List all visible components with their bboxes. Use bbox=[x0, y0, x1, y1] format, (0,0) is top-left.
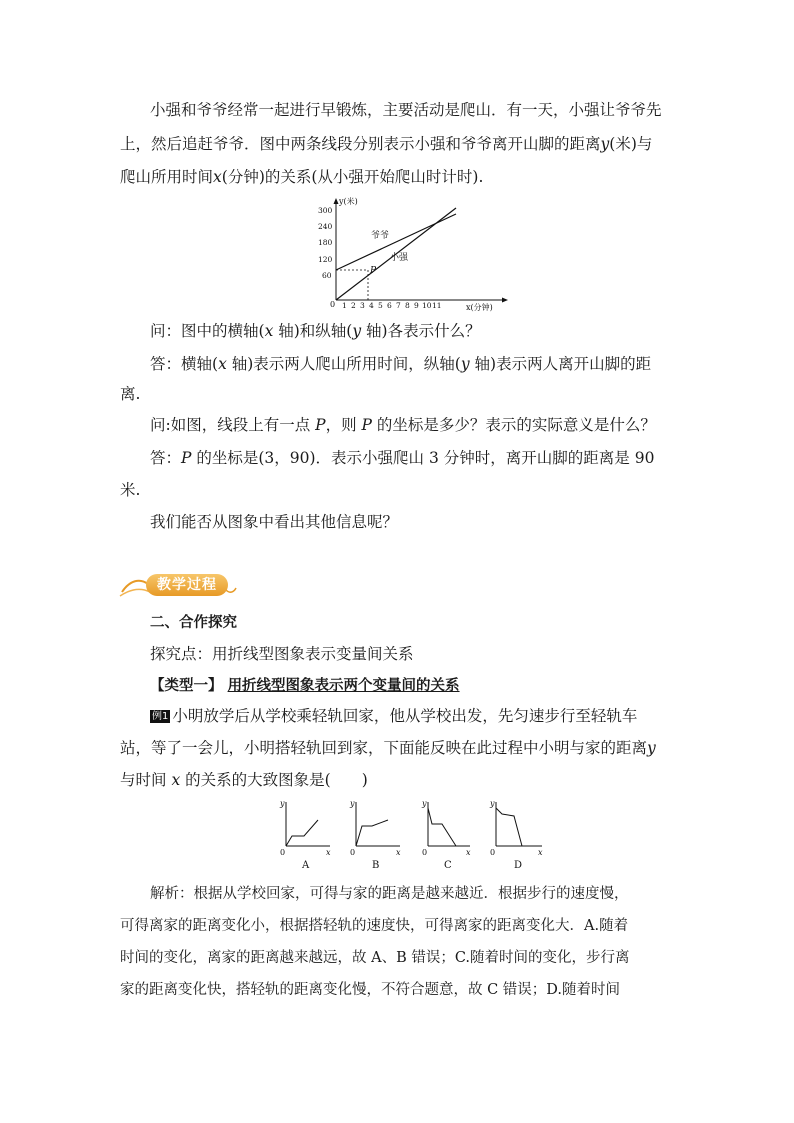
point-p: P bbox=[181, 449, 192, 467]
x-tick-label: 6 bbox=[387, 301, 392, 310]
q1-text-a: 问：图中的横轴( bbox=[150, 322, 265, 340]
a2-text-line2: 米. bbox=[120, 481, 141, 499]
option-d-graph bbox=[489, 799, 543, 870]
answer-1 bbox=[150, 354, 706, 374]
option-b-x-label: x bbox=[396, 848, 401, 857]
type-prefix: 【类型一】 bbox=[150, 678, 223, 694]
origin-label: 0 bbox=[330, 300, 336, 309]
x-tick-label: 1 bbox=[342, 301, 347, 310]
option-c-origin: 0 bbox=[422, 848, 428, 857]
example-1-line-2 bbox=[120, 738, 676, 758]
example-text-2: 站，等了一会儿，小明搭轻轨回到家，下面能反映在此过程中小明与家的距离 bbox=[120, 739, 648, 757]
option-d-origin: 0 bbox=[490, 848, 496, 857]
x-tick-label: 7 bbox=[396, 301, 401, 310]
answer-option-graphs bbox=[270, 798, 560, 870]
intro-line-3 bbox=[120, 167, 676, 187]
intro-text-2b: (米)与 bbox=[609, 135, 653, 153]
option-c-y-label: y bbox=[422, 799, 427, 808]
x-tick-label: 8 bbox=[405, 301, 410, 310]
x-tick-label: 3 bbox=[360, 301, 365, 310]
y-tick-label: 180 bbox=[318, 238, 333, 247]
option-b-graph bbox=[349, 799, 401, 870]
analysis-line-2 bbox=[120, 916, 676, 936]
option-b-y-label: y bbox=[350, 799, 355, 808]
x-tick-label: 11 bbox=[432, 301, 442, 310]
option-a-y-label: y bbox=[280, 799, 285, 808]
x-ticks bbox=[342, 301, 442, 310]
answer-1-cont bbox=[120, 384, 676, 404]
analysis-line-3 bbox=[120, 948, 676, 968]
question-2 bbox=[150, 415, 706, 435]
intro-text-3b: (分钟)的关系(从小强开始爬山时计时). bbox=[221, 168, 484, 186]
a1-text-c: 轴)表示两人离开山脚的距 bbox=[469, 355, 652, 373]
var-x: x bbox=[218, 355, 227, 373]
answer-2 bbox=[150, 448, 706, 468]
var-x: x bbox=[264, 322, 274, 340]
analysis-text-3: 时间的变化，离家的距离越来越远，故 A、B 错误；C.随着时间的变化，步行离 bbox=[120, 950, 630, 966]
var-x: x bbox=[171, 771, 181, 789]
x-tick-label: 10 bbox=[422, 301, 432, 310]
intro-text-3a: 爬山所用时间 bbox=[120, 168, 214, 186]
option-c-graph bbox=[421, 799, 471, 870]
x-tick-label: 2 bbox=[351, 301, 356, 310]
example-text-3b: 的关系的大致图象是( ) bbox=[185, 771, 368, 789]
option-a-label: A bbox=[302, 860, 310, 870]
var-y: y bbox=[647, 739, 656, 757]
option-c-label: C bbox=[444, 860, 452, 870]
explore-point bbox=[150, 644, 706, 664]
xiaoqiang-label: 小强 bbox=[390, 253, 409, 263]
option-b-label: B bbox=[372, 860, 380, 870]
option-a-origin: 0 bbox=[280, 848, 286, 857]
example-badge: 例1 bbox=[152, 711, 169, 722]
y-ticks bbox=[318, 206, 333, 280]
y-tick-label: 60 bbox=[322, 271, 332, 280]
q3-text: 我们能否从图象中看出其他信息呢？ bbox=[150, 513, 399, 531]
type-title: 用折线型图象表示两个变量间的关系 bbox=[227, 678, 460, 694]
var-y: y bbox=[600, 135, 610, 153]
a1-text-a: 答：横轴( bbox=[150, 355, 219, 373]
y-tick-label: 240 bbox=[318, 222, 333, 231]
grandpa-label: 爷爷 bbox=[371, 231, 390, 241]
var-y: y bbox=[460, 355, 470, 373]
var-x: x bbox=[213, 168, 222, 186]
point-p: P bbox=[361, 416, 372, 434]
example-text-1: 小明放学后从学校乘轻轨回家，他从学校出发，先匀速步行至轻轨车 bbox=[172, 707, 638, 725]
option-d-y-label: y bbox=[490, 799, 495, 808]
intro-line-1 bbox=[150, 100, 706, 120]
option-a-graph bbox=[279, 799, 331, 870]
y-tick-label: 300 bbox=[318, 206, 333, 215]
analysis-text-2: 可得离家的距离变化小，根据搭轻轨的速度快，可得离家的距离变化大．A.随着 bbox=[120, 918, 629, 934]
analysis-line-1 bbox=[150, 884, 706, 904]
example-text-3a: 与时间 bbox=[120, 771, 167, 789]
banner-label: 教学过程 bbox=[146, 574, 228, 596]
y-tick-label: 120 bbox=[318, 255, 333, 264]
question-1 bbox=[150, 321, 706, 341]
a2-text-a: 答： bbox=[150, 449, 182, 467]
answer-2-cont bbox=[120, 480, 676, 500]
x-axis-label: x(分钟) bbox=[466, 303, 493, 312]
x-tick-label: 9 bbox=[414, 301, 419, 310]
point-p-label: P bbox=[370, 266, 377, 276]
a1-text-b: 轴)表示两人爬山所用时间，纵轴( bbox=[226, 355, 461, 373]
option-a-x-label: x bbox=[326, 848, 331, 857]
analysis-text-1: 解析：根据从学校回家，可得与家的距离是越来越近．根据步行的速度慢， bbox=[150, 886, 629, 902]
y-axis-label: y(米) bbox=[339, 197, 358, 206]
analysis-text-4: 家的距离变化快，搭轻轨的距离变化慢，不符合题意，故 C 错误；D.随着时间 bbox=[120, 982, 621, 998]
intro-text-1: 小强和爷爷经常一起进行早锻炼，主要活动是爬山．有一天，小强让爷爷先 bbox=[150, 101, 662, 119]
option-d-label: D bbox=[514, 860, 523, 870]
y-axis-arrow bbox=[334, 198, 339, 204]
q1-text-b: 轴)和纵轴( bbox=[273, 322, 353, 340]
q2-text-c: 的坐标是多少？表示的实际意义是什么？ bbox=[371, 416, 656, 434]
type-one-heading bbox=[150, 676, 706, 696]
intro-line-2 bbox=[120, 134, 676, 154]
distance-time-graph bbox=[318, 196, 514, 312]
section-heading-text: 二、合作探究 bbox=[150, 615, 237, 631]
q2-text-a: 问:如图，线段上有一点 bbox=[150, 416, 316, 434]
option-c-x-label: x bbox=[466, 848, 471, 857]
explore-text: 探究点：用折线型图象表示变量间关系 bbox=[150, 645, 414, 663]
point-p: P bbox=[315, 416, 326, 434]
x-tick-label: 5 bbox=[378, 301, 383, 310]
example-1-line-3 bbox=[120, 770, 676, 790]
teaching-process-banner bbox=[118, 570, 238, 600]
var-y: y bbox=[352, 322, 362, 340]
analysis-line-4 bbox=[120, 980, 676, 1000]
q2-text-b: ，则 bbox=[325, 416, 362, 434]
intro-text-2: 上，然后追赶爷爷．图中两条线段分别表示小强和爷爷离开山脚的距离 bbox=[120, 135, 601, 153]
x-axis-arrow bbox=[502, 298, 508, 303]
q1-text-c: 轴)各表示什么？ bbox=[361, 322, 481, 340]
option-d-x-label: x bbox=[538, 848, 543, 857]
example-1-line-1 bbox=[150, 706, 706, 726]
a2-text-b: 的坐标是(3，90)．表示小强爬山 3 分钟时，离开山脚的距离是 90 bbox=[191, 449, 655, 467]
question-3 bbox=[150, 512, 706, 532]
a1-text-line2: 离. bbox=[120, 385, 141, 403]
option-b-origin: 0 bbox=[350, 848, 356, 857]
x-tick-label: 4 bbox=[369, 301, 374, 310]
section-heading bbox=[150, 613, 706, 633]
